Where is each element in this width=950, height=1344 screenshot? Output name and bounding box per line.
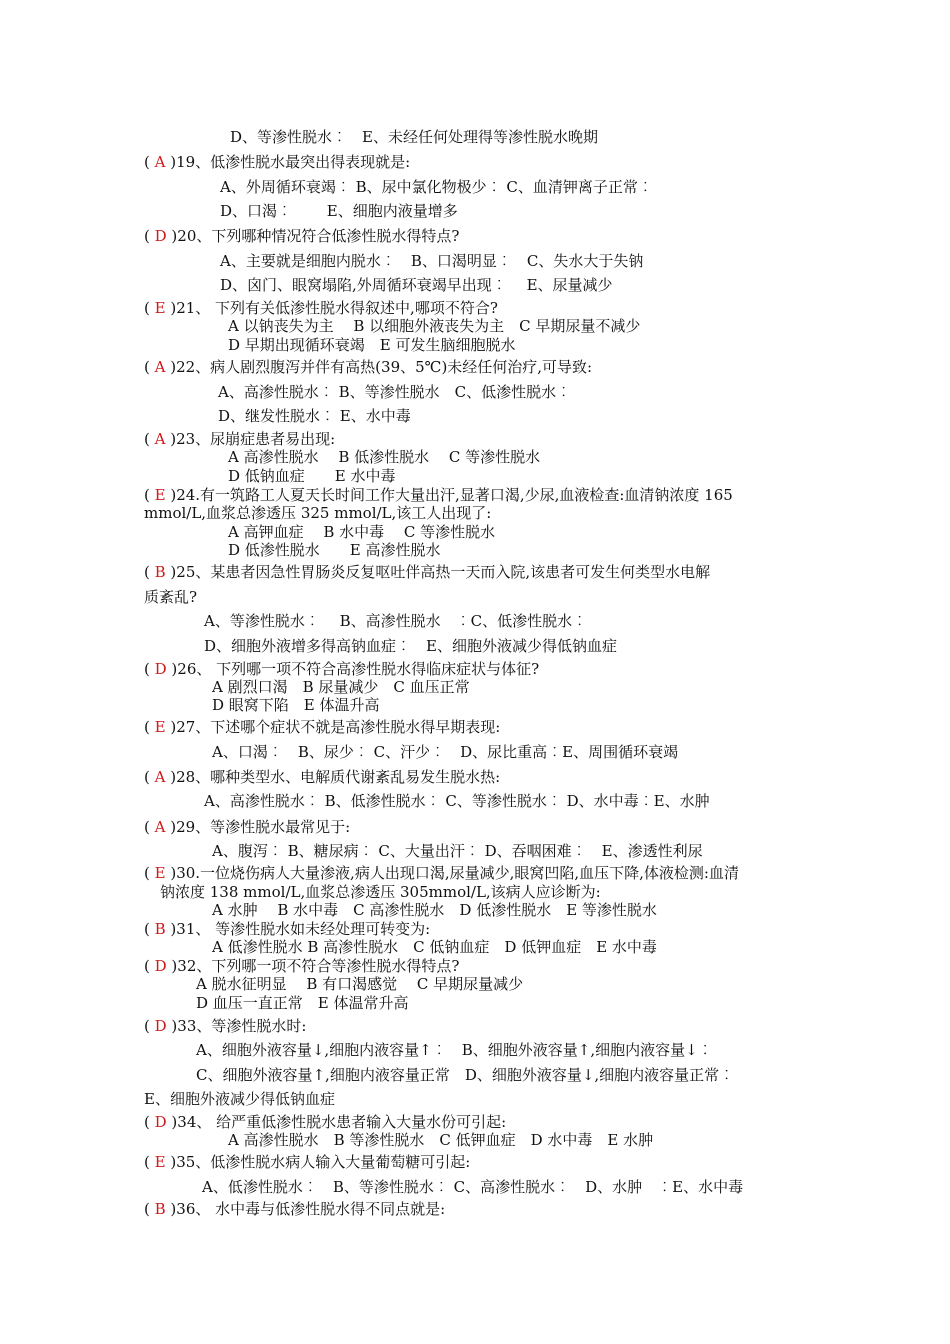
option-line: A 水肿 B 水中毒 C 高渗性脱水 D 低渗性脱水 E 等渗性脱水 (212, 901, 657, 919)
answer-letter: A (154, 358, 166, 376)
question-30 (144, 864, 739, 882)
option-line: A、腹泻︰ B、糖尿病︰ C、大量出汗︰ D、吞咽困难︰ E、渗透性利尿 (212, 842, 703, 860)
question-text: )25、某患者因急性胃肠炎反复呕吐伴高热一天而入院,该患者可发生何类型水电解 (165, 563, 711, 581)
bracket-open: ( (144, 358, 155, 376)
bracket-open: ( (144, 957, 155, 975)
answer-letter: D (154, 1113, 167, 1131)
option-line: D 眼窝下陷 E 体温升高 (212, 696, 380, 714)
option-line: D、囟门、眼窝塌陷,外周循环衰竭早出现︰ E、尿量减少 (220, 276, 613, 294)
question-24 (144, 486, 733, 504)
bracket-open: ( (144, 430, 155, 448)
option-line: A、高渗性脱水︰ B、低渗性脱水︰ C、等渗性脱水︰ D、水中毒︰E、水肿 (204, 792, 710, 810)
bracket-open: ( (144, 1153, 155, 1171)
question-20 (144, 227, 459, 245)
answer-letter: A (154, 153, 166, 171)
option-line: A、高渗性脱水︰ B、等渗性脱水 C、低渗性脱水︰ (218, 383, 572, 401)
option-line: A、低渗性脱水︰ B、等渗性脱水︰ C、高渗性脱水︰ D、水肿 ︰E、水中毒 (202, 1178, 744, 1196)
option-line: D 血压一直正常 E 体温常升高 (196, 994, 409, 1012)
question-text: )20、下列哪种情况符合低渗性脱水得特点? (166, 227, 460, 245)
option-line: D、继发性脱水︰ E、水中毒 (218, 407, 411, 425)
answer-letter: A (154, 818, 166, 836)
answer-letter: D (154, 227, 167, 245)
answer-letter: E (154, 718, 166, 736)
answer-letter: B (154, 1200, 166, 1218)
text-line: D、等渗性脱水︰ E、未经任何处理得等渗性脱水晚期 (230, 128, 598, 146)
bracket-open: ( (144, 768, 155, 786)
option-line: A、细胞外液容量↓,细胞内液容量↑︰ B、细胞外液容量↑,细胞内液容量↓︰ (196, 1041, 713, 1059)
option-line: A 低渗性脱水 B 高渗性脱水 C 低钠血症 D 低钾血症 E 水中毒 (212, 938, 657, 956)
bracket-open: ( (144, 153, 155, 171)
option-line: A、口渴︰ B、尿少︰ C、汗少︰ D、尿比重高︰E、周围循环衰竭 (212, 743, 679, 761)
question-28 (144, 768, 500, 786)
question-34 (144, 1113, 506, 1131)
question-25 (144, 563, 710, 581)
question-text: )33、等渗性脱水时: (166, 1017, 307, 1035)
option-line: A、等渗性脱水︰ B、高渗性脱水 ︰C、低渗性脱水︰ (204, 612, 588, 630)
question-31 (144, 920, 430, 938)
question-36 (144, 1200, 445, 1218)
question-text: )36、 水中毒与低渗性脱水得不同点就是: (165, 1200, 446, 1218)
bracket-open: ( (144, 1017, 155, 1035)
question-text: )23、尿崩症患者易出现: (165, 430, 336, 448)
option-line: A 高渗性脱水 B 等渗性脱水 C 低钾血症 D 水中毒 E 水肿 (228, 1131, 654, 1149)
question-23 (144, 430, 335, 448)
question-text: )24.有一筑路工人夏天长时间工作大量出汗,显著口渴,少尿,血液检查:血清钠浓度 165 (165, 486, 733, 504)
question-text: )31、 等渗性脱水如未经处理可转变为: (165, 920, 431, 938)
option-line: A、主要就是细胞内脱水︰ B、口渴明显︰ C、失水大于失钠 (220, 252, 644, 270)
question-35 (144, 1153, 470, 1171)
bracket-open: ( (144, 227, 155, 245)
question-text: )28、哪种类型水、电解质代谢紊乱易发生脱水热: (165, 768, 501, 786)
answer-letter: E (154, 1153, 166, 1171)
bracket-open: ( (144, 864, 155, 882)
option-line: A 以钠丧失为主 B 以细胞外液丧失为主 C 早期尿量不减少 (228, 317, 641, 335)
bracket-open: ( (144, 920, 155, 938)
question-text: )34、 给严重低渗性脱水患者输入大量水份可引起: (166, 1113, 507, 1131)
answer-letter: B (154, 563, 166, 581)
answer-letter: E (154, 864, 166, 882)
option-line: C、细胞外液容量↑,细胞内液容量正常 D、细胞外液容量↓,细胞内液容量正常︰ (196, 1066, 735, 1084)
question-text: )21、 下列有关低渗性脱水得叙述中,哪项不符合? (165, 299, 498, 317)
question-text: )29、等渗性脱水最常见于: (165, 818, 351, 836)
question-33 (144, 1017, 306, 1035)
question-text: )32、下列哪一项不符合等渗性脱水得特点? (166, 957, 460, 975)
option-line: D 低渗性脱水 E 高渗性脱水 (228, 541, 441, 559)
question-29 (144, 818, 350, 836)
option-line: A、外周循环衰竭︰ B、尿中氯化物极少︰ C、血清钾离子正常︰ (220, 178, 653, 196)
option-line: A 高渗性脱水 B 低渗性脱水 C 等渗性脱水 (228, 448, 541, 466)
bracket-open: ( (144, 486, 155, 504)
text-line: 质紊乱? (144, 588, 198, 606)
bracket-open: ( (144, 718, 155, 736)
option-line: D、口渴︰ E、细胞内液量增多 (220, 202, 458, 220)
question-26 (144, 660, 539, 678)
option-line: E、细胞外液减少得低钠血症 (144, 1090, 335, 1108)
question-text: )27、下述哪个症状不就是高渗性脱水得早期表现: (165, 718, 501, 736)
question-27 (144, 718, 500, 736)
question-19 (144, 153, 410, 171)
option-line: A 剧烈口渴 B 尿量减少 C 血压正常 (212, 678, 470, 696)
answer-letter: A (154, 430, 166, 448)
bracket-open: ( (144, 660, 155, 678)
bracket-open: ( (144, 818, 155, 836)
option-line: D 早期出现循环衰竭 E 可发生脑细胞脱水 (228, 336, 516, 354)
answer-letter: A (154, 768, 166, 786)
text-line: mmol/L,血浆总渗透压 325 mmol/L,该工人出现了: (144, 504, 492, 522)
text-line: 钠浓度 138 mmol/L,血浆总渗透压 305mmol/L,该病人应诊断为: (160, 883, 601, 901)
option-line: D、细胞外液增多得高钠血症︰ E、细胞外液减少得低钠血症 (204, 637, 617, 655)
question-text: )30.一位烧伤病人大量渗液,病人出现口渴,尿量减少,眼窝凹陷,血压下降,体液检测:血清 (165, 864, 739, 882)
question-text: )35、低渗性脱水病人输入大量葡萄糖可引起: (165, 1153, 471, 1171)
answer-letter: D (154, 957, 167, 975)
option-line: D 低钠血症 E 水中毒 (228, 467, 396, 485)
question-text: )19、低渗性脱水最突出得表现就是: (165, 153, 411, 171)
question-text: )22、病人剧烈腹泻并伴有高热(39、5℃)未经任何治疗,可导致: (165, 358, 593, 376)
option-line: A 脱水征明显 B 有口渴感觉 C 早期尿量减少 (196, 975, 524, 993)
answer-letter: D (154, 1017, 167, 1035)
answer-letter: B (154, 920, 166, 938)
bracket-open: ( (144, 563, 155, 581)
option-line: A 高钾血症 B 水中毒 C 等渗性脱水 (228, 523, 496, 541)
question-21 (144, 299, 498, 317)
bracket-open: ( (144, 299, 155, 317)
question-32 (144, 957, 459, 975)
bracket-open: ( (144, 1113, 155, 1131)
answer-letter: E (154, 299, 166, 317)
answer-letter: D (154, 660, 167, 678)
question-text: )26、 下列哪一项不符合高渗性脱水得临床症状与体征? (166, 660, 540, 678)
answer-letter: E (154, 486, 166, 504)
bracket-open: ( (144, 1200, 155, 1218)
question-22 (144, 358, 592, 376)
